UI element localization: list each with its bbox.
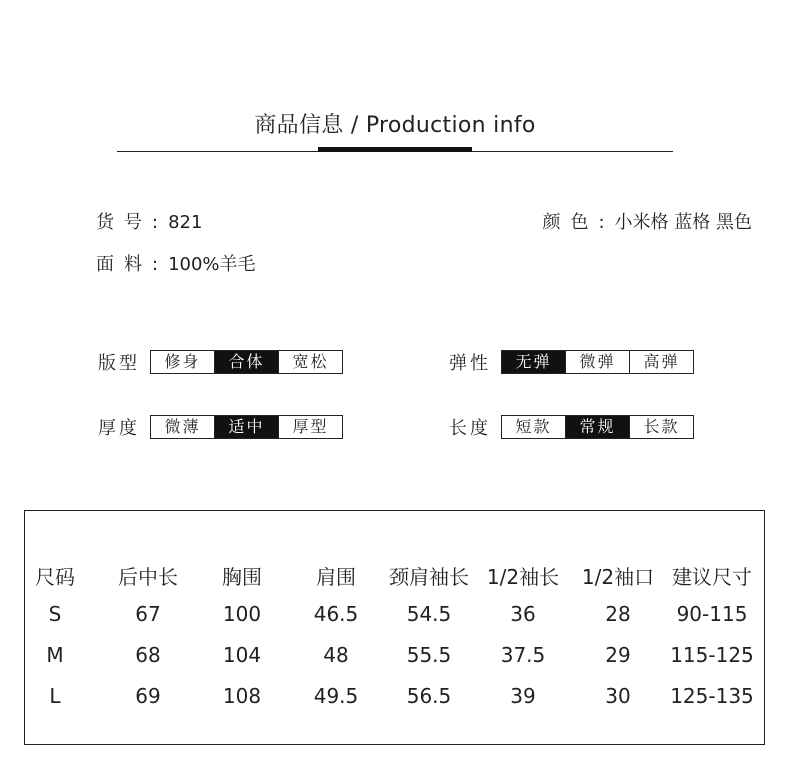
size-table-cell: 28 [605,602,631,626]
page-title: 商品信息 / Production info [254,113,536,138]
size-chart [24,510,765,745]
fit-option-regular: 合体 [214,351,278,373]
length-option-short: 短款 [502,416,565,438]
length-attribute [449,415,694,439]
size-table-cell: 54.5 [406,602,452,626]
fabric-value: 100%羊毛 [168,254,256,275]
size-table-cell: 104 [222,643,262,667]
size-table-cell: 125-135 [670,684,754,708]
size-table-header-cell: 后中长 [118,565,178,589]
size-table-header-cell: 建议尺寸 [672,565,752,589]
size-table-header-cell: 尺码 [35,565,75,589]
size-table-cell: 30 [605,684,631,708]
size-table-cell: L [49,684,61,708]
thickness-option-medium: 适中 [214,416,278,438]
elasticity-option-high: 高弹 [629,351,693,373]
size-table-header-cell: 肩围 [316,565,356,589]
color-value: 小米格 蓝格 黑色 [614,212,752,233]
size-table-cell: 90-115 [676,602,748,626]
color-row [542,208,752,234]
size-table-cell: 108 [222,684,262,708]
title-accent-bar [318,147,472,152]
size-table-cell: M [46,643,64,667]
size-table-cell: 36 [510,602,536,626]
length-options [501,415,694,439]
thickness-option-thin: 微薄 [151,416,214,438]
elasticity-options [501,350,694,374]
size-table-cell: 46.5 [313,602,359,626]
fit-attribute [98,350,343,374]
size-table-header-cell: 颈肩袖长 [389,565,469,589]
length-option-long: 长款 [629,416,693,438]
fabric-label: 面料: [96,254,169,275]
size-table-header-cell: 胸围 [222,565,262,589]
item-number-value: 821 [168,212,203,233]
fabric-row [96,250,256,276]
size-table-cell: 55.5 [406,643,452,667]
thickness-attribute [98,415,343,439]
size-table-cell: S [48,602,62,626]
size-table-header-cell: 1/2袖长 [486,565,560,589]
elasticity-option-slight: 微弹 [565,351,629,373]
elasticity-option-none: 无弹 [502,351,565,373]
fit-option-loose: 宽松 [278,351,342,373]
size-table-cell: 69 [135,684,161,708]
elasticity-label: 弹性 [449,353,491,374]
size-table-cell: 56.5 [406,684,452,708]
thickness-option-thick: 厚型 [278,416,342,438]
fit-label: 版型 [98,353,140,374]
length-label: 长度 [449,418,491,439]
item-number-row [96,208,202,234]
fit-options [150,350,343,374]
size-table-header-cell: 1/2袖口 [581,565,655,589]
size-table-cell: 68 [135,643,161,667]
fit-option-slim: 修身 [151,351,214,373]
size-table-cell: 39 [510,684,536,708]
size-table-cell: 100 [222,602,262,626]
color-label: 颜色: [542,212,615,233]
size-table-cell: 67 [135,602,161,626]
size-table-cell: 49.5 [313,684,359,708]
item-number-label: 货号: [96,212,169,233]
elasticity-attribute [449,350,694,374]
size-table-cell: 48 [323,643,349,667]
size-table-cell: 115-125 [670,643,754,667]
thickness-label: 厚度 [98,418,140,439]
size-table-cell: 37.5 [500,643,546,667]
size-table-cell: 29 [605,643,631,667]
length-option-regular: 常规 [565,416,629,438]
thickness-options [150,415,343,439]
